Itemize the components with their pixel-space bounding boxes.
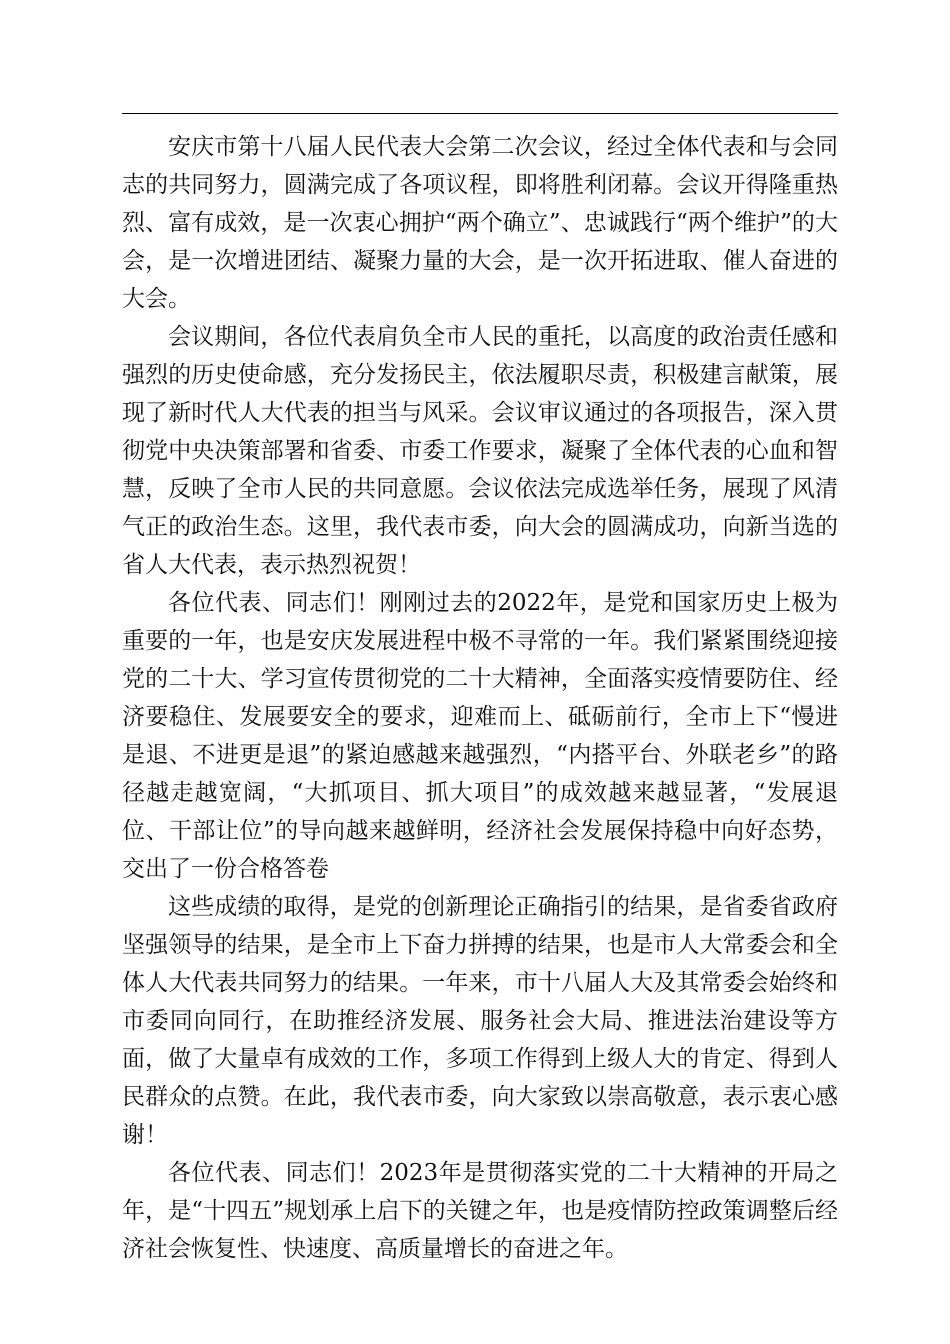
paragraph: 各位代表、同志们！2023年是贯彻落实党的二十大精神的开局之年，是“十四五”规划承上启下的关键之年，也是疫情防控政策调整后经济社会恢复性、快速度、高质量增长的奋进之年。: [122, 1160, 838, 1262]
paragraph: 会议期间，各位代表肩负全市人民的重托，以高度的政治责任感和强烈的历史使命感，充分发扬民主，依法履职尽责，积极建言献策，展现了新时代人大代表的担当与风采。会议审议通过的各项报告，深入贯彻党中央决策部署和省委、市委工作要求，凝聚了全体代表的心血和智慧，反映了全市人民的共同意愿。会议依法完成选举任务，展现了风清气正的政治生态。这里，我代表市委，向大会的圆满成功，向新当选的省人大代表，表示热烈祝贺！: [122, 324, 838, 578]
paragraph: 这些成绩的取得，是党的创新理论正确指引的结果，是省委省政府坚强领导的结果，是全市上下奋力拼搏的结果，也是市人大常委会和全体人大代表共同努力的结果。一年来，市十八届人大及其常委会始终和市委同向同行，在助推经济发展、服务社会大局、推进法治建设等方面，做了大量卓有成效的工作，多项工作得到上级人大的肯定、得到人民群众的点赞。在此，我代表市委，向大家致以崇高敬意，表示衷心感谢！: [122, 894, 838, 1148]
document-body: [122, 128, 838, 1268]
paragraph: 安庆市第十八届人民代表大会第二次会议，经过全体代表和与会同志的共同努力，圆满完成了各项议程，即将胜利闭幕。会议开得隆重热烈、富有成效，是一次衷心拥护“两个确立”、忠诚践行“两个维护”的大会，是一次增进团结、凝聚力量的大会，是一次开拓进取、催人奋进的大会。: [122, 134, 838, 312]
header-rule: [122, 113, 838, 114]
paragraph: 各位代表、同志们！刚刚过去的2022年，是党和国家历史上极为重要的一年，也是安庆发展进程中极不寻常的一年。我们紧紧围绕迎接党的二十大、学习宣传贯彻党的二十大精神，全面落实疫情要防住、经济要稳住、发展要安全的要求，迎难而上、砥砺前行，全市上下“慢进是退、不进更是退”的紧迫感越来越强烈，“内搭平台、外联老乡”的路径越走越宽阔，“大抓项目、抓大项目”的成效越来越显著，“发展退位、干部让位”的导向越来越鲜明，经济社会发展保持稳中向好态势，交出了一份合格答卷: [122, 590, 838, 882]
